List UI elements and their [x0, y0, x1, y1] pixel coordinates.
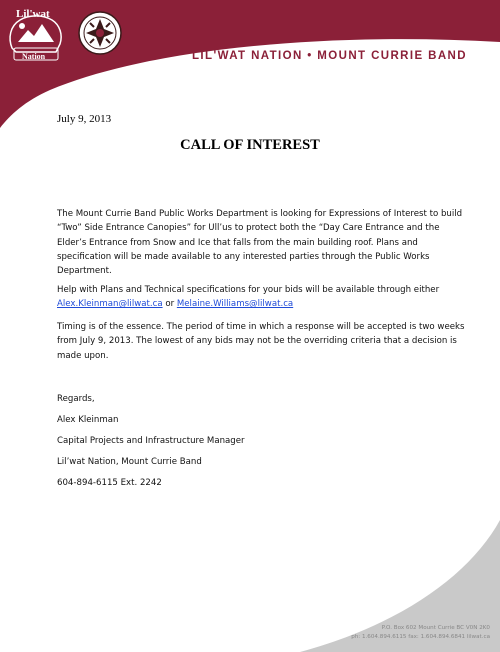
paragraph-3: Timing is of the essence. The period of time in which a response will be accepted is two weeks from July 9, 2013. The lowest of any bids may not be the overriding criteria that a decision is made upon. [57, 322, 465, 361]
paragraph-2-or: or [162, 299, 177, 310]
signer-name: Alex Kleinman [57, 415, 119, 425]
letter-title: CALL OF INTEREST [180, 137, 320, 153]
email-link-melaine[interactable]: Melaine.Williams@lilwat.ca [176, 299, 294, 310]
logo-left-top-text: Lil'wat [16, 8, 50, 20]
closing: Regards, [57, 394, 95, 404]
paragraph-2 [57, 283, 469, 312]
organization-name: LIL'WAT NATION • MOUNT CURRIE BAND [192, 50, 467, 62]
letter-date: July 9, 2013 [57, 113, 112, 125]
band-seal-logo [77, 10, 123, 56]
footer-contact: ph: 1.604.894.6115 fax: 1.604.894.6841 lilwat.ca [351, 634, 490, 640]
signer-phone: 604-894-6115 Ext. 2242 [57, 478, 162, 488]
header-swoosh [0, 0, 500, 128]
logo-left-bottom-text: Nation [22, 52, 46, 61]
email-link-alex[interactable]: Alex.Kleinman@lilwat.ca [57, 299, 163, 310]
paragraph-1: The Mount Currie Band Public Works Department is looking for Expressions of Interest to build “Two” Side Entrance Canopies” for Ull’us to protect both the “Day Care Entrance and the Elder’s Entrance from Snow and Ice that falls from the main building roof. Plans and specification will be made available to any interested parties through the Public Works Department. [57, 209, 463, 277]
footer-address: P.O. Box 602 Mount Currie BC V0N 2K0 [381, 625, 490, 631]
paragraph-2-text: Help with Plans and Technical specifications for your bids will be available through either [57, 285, 440, 295]
signer-title: Capital Projects and Infrastructure Manager [57, 436, 245, 446]
footer-swoosh [300, 520, 500, 652]
signer-organization: Lil’wat Nation, Mount Currie Band [57, 457, 202, 467]
